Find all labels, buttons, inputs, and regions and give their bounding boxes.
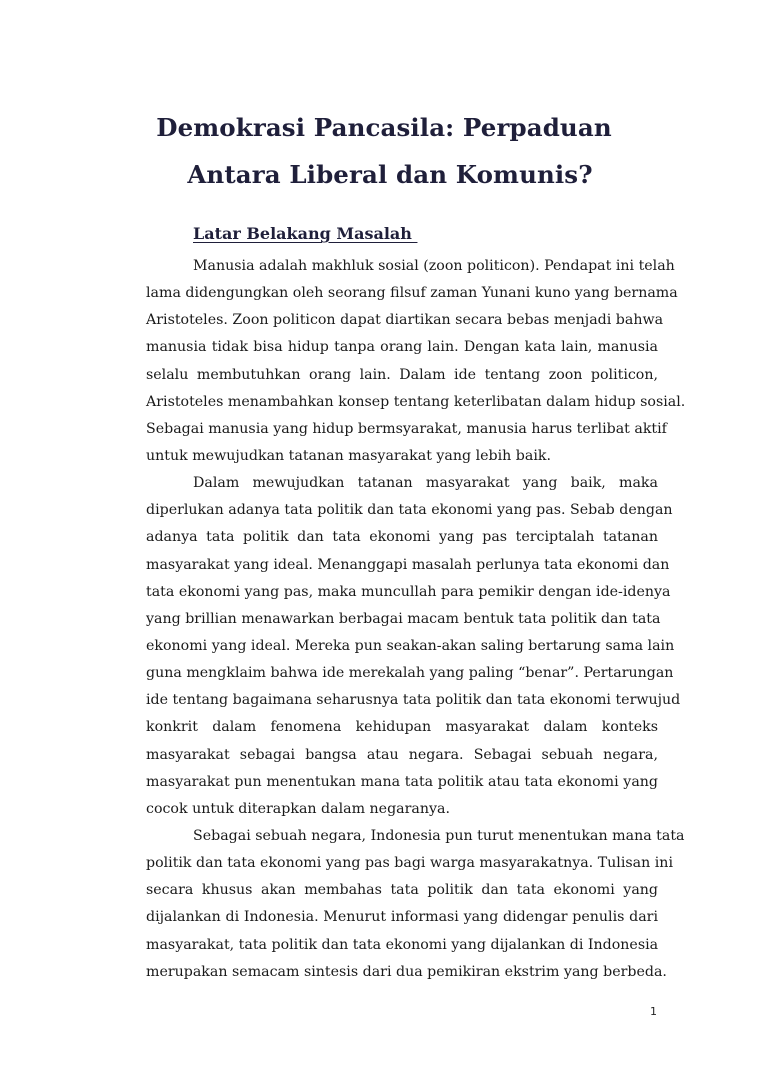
text-line: diperlukan adanya tata politik dan tata ekonomi yang pas. Sebab dengan <box>146 502 673 519</box>
text-line: lama didengungkan oleh seorang filsuf zaman Yunani kuno yang bernama <box>146 285 678 302</box>
text-line: untuk mewujudkan tatanan masyarakat yang lebih baik. <box>146 447 551 464</box>
text-line: ekonomi yang ideal. Mereka pun seakan-akan saling bertarung sama lain <box>146 637 675 654</box>
text-line: Sebagai manusia yang hidup bermsyarakat, manusia harus terlibat aktif <box>146 420 667 437</box>
paragraph <box>146 253 686 470</box>
text-line: merupakan semacam sintesis dari dua pemikiran ekstrim yang berbeda. <box>146 963 667 980</box>
text-line: yang brillian menawarkan berbagai macam bentuk tata politik dan tata <box>146 610 661 627</box>
page-number: 1 <box>650 1005 657 1018</box>
text-line: secara khusus akan membahas tata politik dan tata ekonomi yang <box>146 882 658 899</box>
document-title <box>0 104 768 198</box>
paragraph <box>146 823 685 986</box>
text-line: selalu membutuhkan orang lain. Dalam ide tentang zoon politicon, <box>146 366 658 383</box>
text-line: konkrit dalam fenomena kehidupan masyarakat dalam konteks <box>146 719 658 736</box>
section-heading: Latar Belakang Masalah <box>193 224 418 243</box>
text-line: Aristoteles. Zoon politicon dapat diartikan secara bebas menjadi bahwa <box>146 312 664 329</box>
title-line-1: Demokrasi Pancasila: Perpaduan <box>156 113 612 142</box>
text-line: adanya tata politik dan tata ekonomi yang pas terciptalah tatanan <box>146 529 658 546</box>
text-line: Sebagai sebuah negara, Indonesia pun turut menentukan mana tata <box>193 827 685 844</box>
text-line: manusia tidak bisa hidup tanpa orang lain. Dengan kata lain, manusia <box>146 339 658 356</box>
text-line: Manusia adalah makhluk sosial (zoon politicon). Pendapat ini telah <box>193 258 675 274</box>
text-line: guna mengklaim bahwa ide merekalah yang paling “benar”. Pertarungan <box>146 665 674 682</box>
text-line: Aristoteles menambahkan konsep tentang keterlibatan dalam hidup sosial. <box>146 393 686 410</box>
text-line: cocok untuk diterapkan dalam negaranya. <box>146 800 450 817</box>
text-line: politik dan tata ekonomi yang pas bagi warga masyarakatnya. Tulisan ini <box>146 855 673 872</box>
text-line: tata ekonomi yang pas, maka muncullah para pemikir dengan ide-idenya <box>146 583 671 600</box>
title-line-2: Antara Liberal dan Komunis? <box>187 160 593 189</box>
body-text <box>146 253 686 986</box>
paragraph <box>146 470 681 823</box>
text-line: masyarakat pun menentukan mana tata politik atau tata ekonomi yang <box>146 773 658 790</box>
text-line: masyarakat, tata politik dan tata ekonomi yang dijalankan di Indonesia <box>146 936 659 953</box>
text-line: masyarakat sebagai bangsa atau negara. Sebagai sebuah negara, <box>146 746 658 763</box>
text-line: dijalankan di Indonesia. Menurut informasi yang didengar penulis dari <box>146 909 658 926</box>
text-line: ide tentang bagaimana seharusnya tata politik dan tata ekonomi terwujud <box>146 692 681 709</box>
text-line: masyarakat yang ideal. Menanggapi masalah perlunya tata ekonomi dan <box>146 556 670 573</box>
text-line: Dalam mewujudkan tatanan masyarakat yang baik, maka <box>193 475 658 492</box>
